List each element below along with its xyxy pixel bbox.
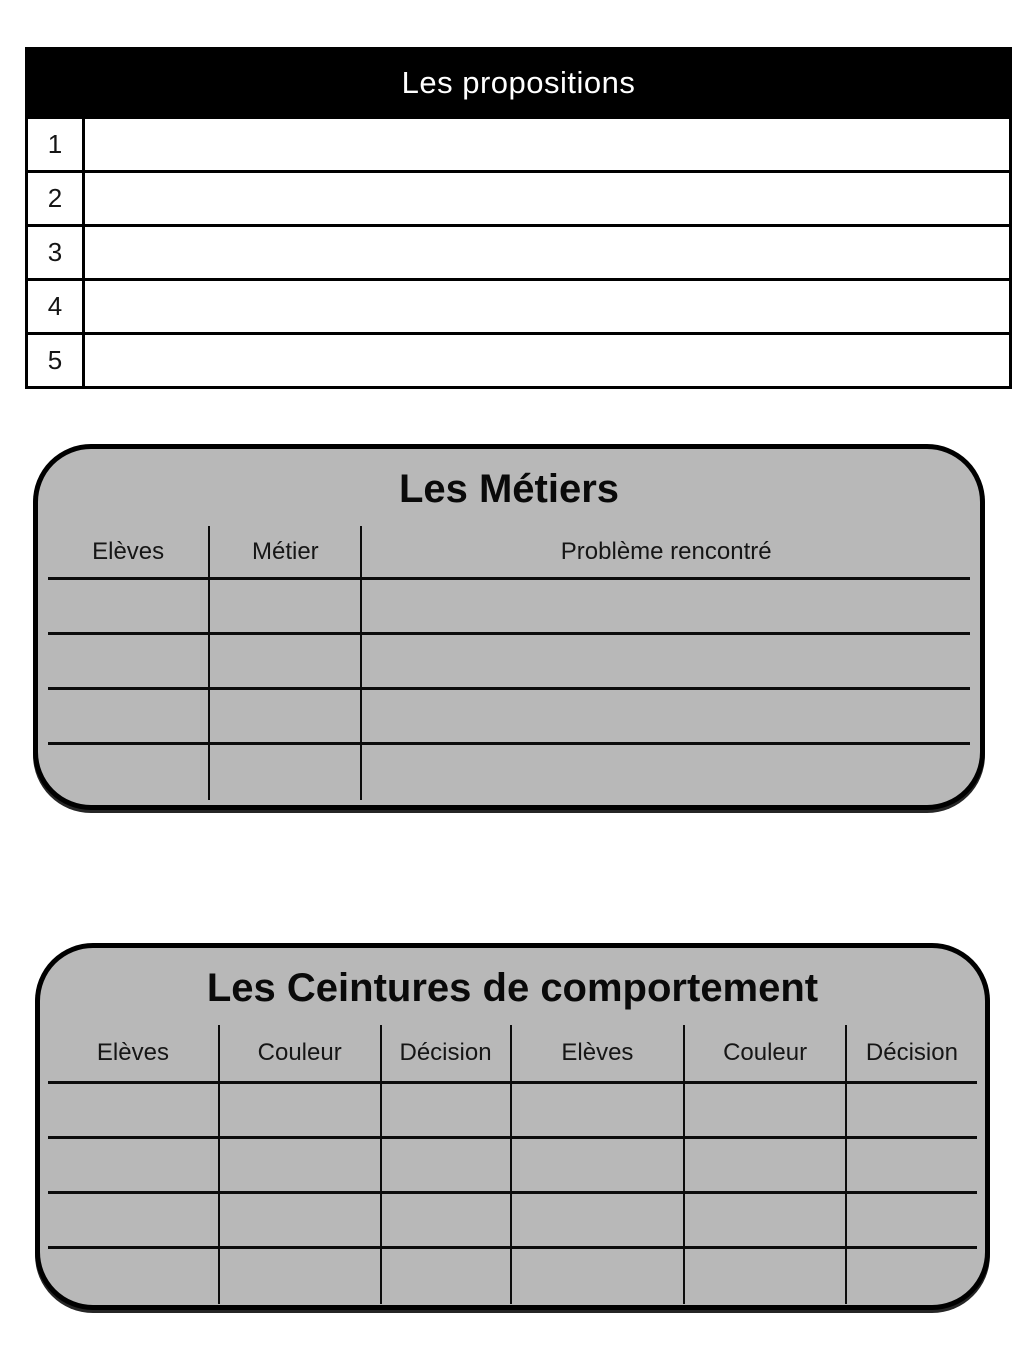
proposition-row-content [85,281,1009,332]
empty-cell [382,1139,512,1194]
proposition-row-content [85,173,1009,224]
proposition-row-number: 5 [28,335,85,386]
proposition-row-number: 1 [28,119,85,170]
ceintures-title: Les Ceintures de comportement [206,966,819,1010]
empty-cell [210,745,362,800]
empty-cell [210,580,362,635]
empty-cell [48,1139,220,1194]
empty-cell [210,690,362,745]
empty-cell [362,745,970,800]
column-header: Elèves [48,526,210,580]
ceintures-table [48,1025,977,1304]
empty-cell [847,1249,977,1304]
proposition-row [28,278,1009,332]
empty-cell [685,1139,847,1194]
propositions-table [25,47,1012,389]
empty-cell [512,1084,686,1139]
proposition-row-content [85,227,1009,278]
ceintures-box [35,943,990,1310]
empty-cell [48,635,210,690]
empty-cell [847,1084,977,1139]
empty-cell [685,1249,847,1304]
column-header: Couleur [685,1025,847,1084]
proposition-row [28,224,1009,278]
proposition-row-number: 3 [28,227,85,278]
column-header: Métier [210,526,362,580]
proposition-row-content [85,335,1009,386]
empty-cell [512,1249,686,1304]
empty-cell [382,1194,512,1249]
proposition-row [28,170,1009,224]
empty-cell [847,1139,977,1194]
empty-cell [220,1084,382,1139]
empty-cell [48,580,210,635]
column-header: Elèves [512,1025,686,1084]
column-header: Problème rencontré [362,526,970,580]
proposition-row-content [85,119,1009,170]
column-header: Couleur [220,1025,382,1084]
empty-cell [382,1084,512,1139]
empty-cell [362,690,970,745]
column-header: Décision [382,1025,512,1084]
propositions-rows [28,116,1009,386]
proposition-row [28,116,1009,170]
empty-cell [512,1139,686,1194]
empty-cell [48,745,210,800]
empty-cell [512,1194,686,1249]
empty-cell [220,1194,382,1249]
metiers-table [48,526,970,800]
empty-cell [847,1194,977,1249]
empty-cell [48,1194,220,1249]
column-header: Décision [847,1025,977,1084]
empty-cell [362,635,970,690]
column-header: Elèves [48,1025,220,1084]
propositions-title: Les propositions [28,50,1009,116]
proposition-row [28,332,1009,386]
empty-cell [685,1084,847,1139]
empty-cell [220,1249,382,1304]
metiers-title: Les Métiers [398,467,620,511]
empty-cell [220,1139,382,1194]
empty-cell [382,1249,512,1304]
proposition-row-number: 4 [28,281,85,332]
empty-cell [685,1194,847,1249]
metiers-box [33,444,985,810]
empty-cell [362,580,970,635]
empty-cell [48,1249,220,1304]
empty-cell [48,1084,220,1139]
proposition-row-number: 2 [28,173,85,224]
empty-cell [210,635,362,690]
empty-cell [48,690,210,745]
